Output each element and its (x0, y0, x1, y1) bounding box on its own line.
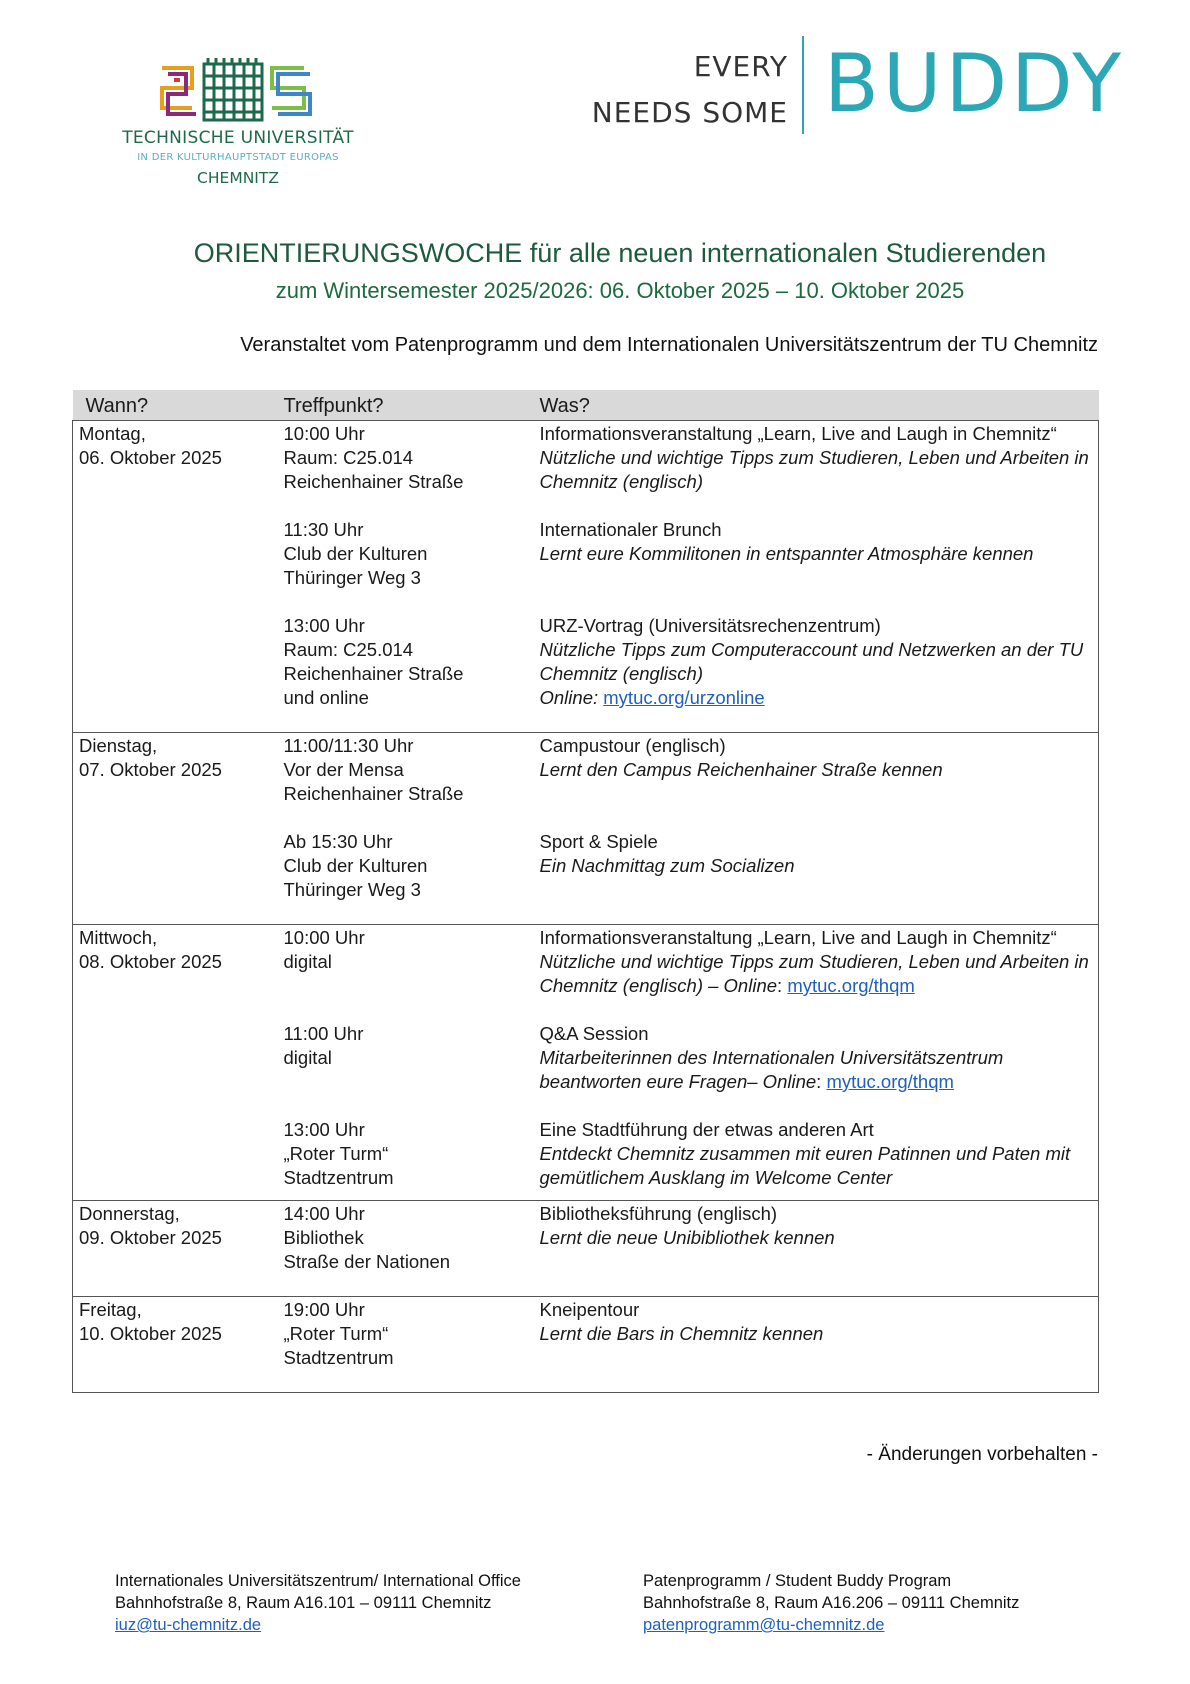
logo-tagline: IN DER KULTURHAUPTSTADT EUROPAS (137, 152, 339, 163)
event-description (540, 1046, 1099, 1094)
event-location-line: Stadtzentrum (283, 1167, 394, 1188)
event-time: 11:00/11:30 Uhr (283, 735, 414, 756)
event-title: Kneipentour (539, 1299, 640, 1320)
event-description-text: Nützliche und wichtige Tipps zum Studieren, Leben und Arbeiten in Chemnitz (englisch) – Online (539, 951, 1089, 996)
event-online-link[interactable]: mytuc.org/urzonline (603, 687, 765, 708)
event-description (540, 1322, 1099, 1346)
day-cell (73, 733, 284, 925)
event-details (540, 734, 1099, 806)
event-location-line: Club der Kulturen (283, 543, 428, 564)
event-description (540, 854, 1099, 878)
event-location-line: „Roter Turm“ (283, 1323, 389, 1344)
day-label-line: 10. Oktober 2025 (79, 1323, 222, 1344)
schedule-header-row (73, 390, 1099, 421)
schedule-day-row (73, 1201, 1099, 1297)
day-label-line: 06. Oktober 2025 (79, 447, 222, 468)
events-cell (284, 1201, 1099, 1297)
event-meeting-point (284, 1022, 540, 1094)
event-online-link[interactable]: mytuc.org/thqm (826, 1071, 954, 1092)
footer-iuz-name: Internationales Universitätszentrum/ International Office (115, 1572, 521, 1590)
event-title: Eine Stadtführung der etwas anderen Art (539, 1119, 874, 1140)
buddy-slogan-every: EVERY (693, 50, 788, 83)
footer-patenprogramm-name: Patenprogramm / Student Buddy Program (643, 1572, 952, 1590)
schedule-day-row (73, 733, 1099, 925)
footer-patenprogramm-address: Bahnhofstraße 8, Raum A16.206 – 09111 Chemnitz (643, 1594, 1020, 1612)
event-details (540, 1202, 1099, 1274)
changes-note: - Änderungen vorbehalten - (866, 1444, 1098, 1465)
event-title: Bibliotheksführung (englisch) (539, 1203, 778, 1224)
event-location-line: Reichenhainer Straße (283, 783, 464, 804)
events-cell (284, 421, 1099, 733)
event-location-line: Club der Kulturen (283, 855, 428, 876)
schedule-table (72, 390, 1099, 1393)
day-label-line: Montag, (79, 423, 146, 444)
event-location-line: Reichenhainer Straße (283, 663, 464, 684)
event-location-line: Vor der Mensa (283, 759, 404, 780)
event-time: 11:30 Uhr (283, 519, 364, 540)
day-cell (73, 1201, 284, 1297)
event-details (540, 926, 1099, 998)
event-entry (284, 1118, 1099, 1190)
event-description-text: Ein Nachmittag zum Socializen (539, 855, 795, 876)
event-online-prefix: : (816, 1071, 827, 1092)
event-details (540, 614, 1099, 710)
event-entry (284, 422, 1099, 494)
schedule-day-row (73, 925, 1099, 1201)
event-location-line: Bibliothek (283, 1227, 364, 1248)
event-details (540, 1118, 1099, 1190)
event-description-text: Lernt die neue Unibibliothek kennen (539, 1227, 835, 1248)
header-when: Wann? (73, 390, 284, 421)
event-meeting-point (284, 1202, 540, 1274)
footer-iuz-address: Bahnhofstraße 8, Raum A16.101 – 09111 Chemnitz (115, 1594, 492, 1612)
event-location-line: Reichenhainer Straße (283, 471, 464, 492)
day-label-line: Mittwoch, (79, 927, 158, 948)
event-location-line: Thüringer Weg 3 (283, 879, 421, 900)
event-spacer (284, 806, 1099, 830)
event-time: 11:00 Uhr (283, 1023, 364, 1044)
buddy-slogan-needs-some: NEEDS SOME (591, 96, 788, 129)
event-details (540, 1022, 1099, 1094)
event-description (540, 758, 1099, 782)
schedule-day-row (73, 421, 1099, 733)
header-where: Treffpunkt? (284, 390, 540, 421)
event-title: Campustour (englisch) (539, 735, 726, 756)
event-description-text: Lernt eure Kommilitonen in entspannter Atmosphäre kennen (539, 543, 1034, 564)
event-entry (284, 518, 1099, 590)
event-entry (284, 1202, 1099, 1274)
event-description-text: Entdeckt Chemnitz zusammen mit euren Patinnen und Paten mit gemütlichem Ausklang im Welcome Center (539, 1143, 1071, 1188)
event-details (540, 518, 1099, 590)
event-location-line: Stadtzentrum (283, 1347, 394, 1368)
buddy-divider (802, 36, 804, 134)
footer-iuz (115, 1570, 521, 1636)
event-time: 10:00 Uhr (283, 423, 365, 444)
event-location-line: Thüringer Weg 3 (283, 567, 421, 588)
event-location-line: Straße der Nationen (283, 1251, 451, 1272)
event-meeting-point (284, 422, 540, 494)
event-description-text: Nützliche und wichtige Tipps zum Studieren, Leben und Arbeiten in Chemnitz (englisch) (539, 447, 1089, 492)
event-details (540, 830, 1099, 902)
logo-city: CHEMNITZ (197, 169, 279, 187)
event-description-text: Nützliche Tipps zum Computeraccount und Netzwerken an der TU Chemnitz (englisch) (539, 639, 1084, 684)
event-spacer (284, 1094, 1099, 1118)
event-title: Sport & Spiele (539, 831, 658, 852)
event-spacer (284, 590, 1099, 614)
event-entry (284, 830, 1099, 902)
event-entry (284, 1022, 1099, 1094)
header-what: Was? (540, 390, 1099, 421)
footer-iuz-email-link[interactable]: iuz@tu-chemnitz.de (115, 1616, 262, 1634)
page-subtitle: zum Wintersemester 2025/2026: 06. Oktober 2025 – 10. Oktober 2025 (275, 278, 965, 303)
events-cell (284, 1297, 1099, 1393)
event-time: 10:00 Uhr (283, 927, 365, 948)
events-cell (284, 733, 1099, 925)
organizer-line: Veranstaltet vom Patenprogramm und dem Internationalen Universitätszentrum der TU Chemnitz (240, 334, 1098, 356)
event-location-line: und online (283, 687, 369, 708)
event-online-link[interactable]: mytuc.org/thqm (787, 975, 915, 996)
event-meeting-point (284, 830, 540, 902)
event-title: Informationsveranstaltung „Learn, Live and Laugh in Chemnitz“ (539, 927, 1057, 948)
event-meeting-point (284, 1298, 540, 1370)
event-location-line: digital (283, 1047, 332, 1068)
event-meeting-point (284, 518, 540, 590)
day-label-line: Donnerstag, (79, 1203, 180, 1224)
event-meeting-point (284, 926, 540, 998)
day-label-line: Dienstag, (79, 735, 158, 756)
event-location-line: Raum: C25.014 (283, 447, 414, 468)
day-cell (73, 925, 284, 1201)
event-description (540, 1226, 1099, 1250)
page-title: ORIENTIERUNGSWOCHE für alle neuen internationalen Studierenden (193, 238, 1047, 268)
event-spacer (284, 998, 1099, 1022)
event-entry (284, 926, 1099, 998)
logo-university-name: TECHNISCHE UNIVERSITÄT (122, 128, 354, 148)
footer-patenprogramm-email-link[interactable]: patenprogramm@tu-chemnitz.de (643, 1616, 885, 1634)
event-online-prefix: : (777, 975, 788, 996)
event-description-text: Mitarbeiterinnen des Internationalen Universitätszentrum beantworten eure Fragen– Online (539, 1047, 1004, 1092)
buddy-slogan (592, 44, 788, 136)
event-title: Internationaler Brunch (539, 519, 722, 540)
day-label-line: 08. Oktober 2025 (79, 951, 222, 972)
day-cell (73, 421, 284, 733)
event-entry (284, 734, 1099, 806)
event-meeting-point (284, 614, 540, 710)
event-details (540, 1298, 1099, 1370)
event-description (540, 446, 1099, 494)
day-label-line: Freitag, (79, 1299, 142, 1320)
event-entry (284, 614, 1099, 710)
day-label-line: 07. Oktober 2025 (79, 759, 222, 780)
event-description (540, 638, 1099, 686)
event-description (540, 1142, 1099, 1190)
event-location-line: digital (283, 951, 332, 972)
event-spacer (284, 494, 1099, 518)
event-description-text: Lernt die Bars in Chemnitz kennen (539, 1323, 824, 1344)
event-entry (284, 1298, 1099, 1370)
event-meeting-point (284, 734, 540, 806)
event-location-line: Raum: C25.014 (283, 639, 414, 660)
event-title: URZ-Vortrag (Universitätsrechenzentrum) (539, 615, 881, 636)
day-label-line: 09. Oktober 2025 (79, 1227, 222, 1248)
schedule-day-row (73, 1297, 1099, 1393)
event-online-prefix: Online: (539, 687, 604, 708)
buddy-wordmark: BUDDY (824, 37, 1126, 130)
event-title: Q&A Session (539, 1023, 649, 1044)
event-time: 13:00 Uhr (283, 1119, 365, 1140)
event-location-line: „Roter Turm“ (283, 1143, 389, 1164)
event-meeting-point (284, 1118, 540, 1190)
events-cell (284, 925, 1099, 1201)
event-time: 13:00 Uhr (283, 615, 365, 636)
event-description (540, 950, 1099, 998)
footer-patenprogramm (643, 1570, 1019, 1636)
logo-2025-emblem-icon (158, 58, 318, 126)
event-description-text: Lernt den Campus Reichenhainer Straße kennen (539, 759, 943, 780)
event-time: 14:00 Uhr (283, 1203, 365, 1224)
event-details (540, 422, 1099, 494)
day-cell (73, 1297, 284, 1393)
event-time: 19:00 Uhr (283, 1299, 365, 1320)
event-time: Ab 15:30 Uhr (283, 831, 393, 852)
tu-chemnitz-logo (118, 50, 358, 190)
event-title: Informationsveranstaltung „Learn, Live and Laugh in Chemnitz“ (539, 423, 1057, 444)
event-description (540, 542, 1099, 566)
event-online-line (540, 686, 1099, 710)
